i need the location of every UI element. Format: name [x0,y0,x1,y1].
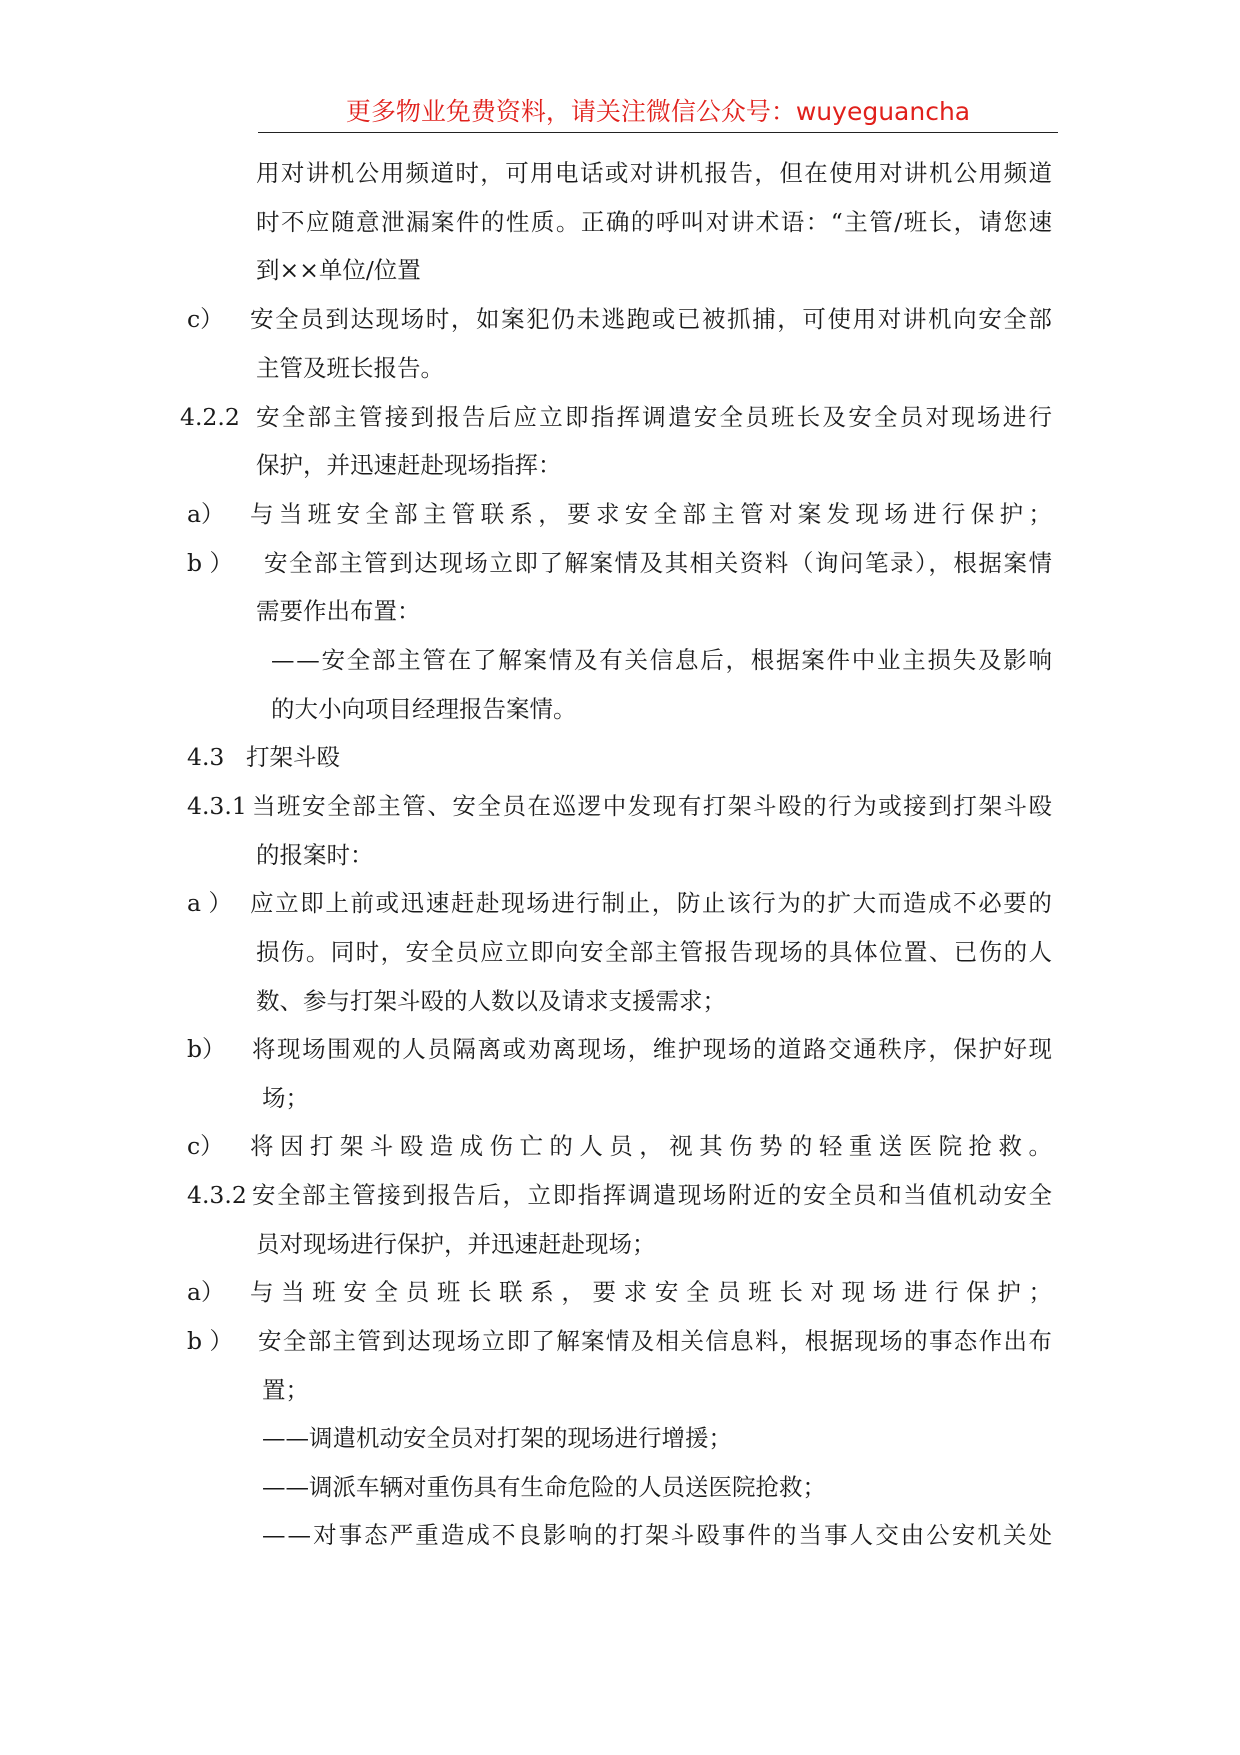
page-header: 更多物业免费资料，请关注微信公众号：wuyeguancha [345,97,971,126]
paragraph-line: 用对讲机公用频道时，可用电话或对讲机报告，但在使用对讲机公用频道 [256,159,1054,187]
list-item-line: 将现场围观的人员隔离或劝离现场，维护现场的道路交通秩序，保护好现 [252,1035,1054,1063]
dash-item-line: ——对事态严重造成不良影响的打架斗殴事件的当事人交由公安机关处 [262,1521,1055,1549]
section-number: 4.3.2 [187,1181,247,1209]
section-line: 安全部主管接到报告后应立即指挥调遣安全员班长及安全员对现场进行 [256,403,1055,431]
section-number: 4.3 [187,743,225,771]
list-item-line: 安全员到达现场时，如案犯仍未逃跑或已被抓捕，可使用对讲机向安全部 [250,305,1054,333]
section-line: 保护，并迅速赶赴现场指挥： [256,451,562,479]
section-number: 4.2.2 [180,403,240,431]
section-line: 当班安全部主管、安全员在巡逻中发现有打架斗殴的行为或接到打架斗殴 [252,792,1054,820]
section-number: 4.3.1 [187,792,247,820]
list-item-line: 应立即上前或迅速赶赴现场进行制止，防止该行为的扩大而造成不必要的 [250,889,1054,917]
list-item-line: 损伤。同时，安全员应立即向安全部主管报告现场的具体位置、已伤的人 [256,938,1054,966]
list-item-line: 置； [262,1376,309,1404]
dash-item-line: ——调派车辆对重伤具有生命危险的人员送医院抢救； [262,1473,826,1501]
list-item-line: 需要作出布置： [256,597,421,625]
list-marker: b） [187,1035,226,1063]
section-line: 安全部主管接到报告后，立即指挥调遣现场附近的安全员和当值机动安全 [252,1181,1054,1209]
list-marker: b ） [187,549,234,577]
section-line: 的报案时： [256,841,374,869]
list-marker: b ） [187,1327,234,1355]
list-marker: c） [187,1132,224,1160]
list-item-line: 与当班安全员班长联系，要求安全员班长对现场进行保护； [250,1278,1060,1306]
list-marker: a） [187,500,225,528]
list-item-line: 数、参与打架斗殴的人数以及请求支援需求； [256,987,726,1015]
list-item-line: 场； [262,1084,309,1112]
list-item-line: 安全部主管到达现场立即了解案情及其相关资料（询问笔录），根据案情 [264,549,1054,577]
list-marker: a） [187,1278,225,1306]
section-line: 员对现场进行保护，并迅速赶赴现场； [256,1230,656,1258]
paragraph-line: 时不应随意泄漏案件的性质。正确的呼叫对讲术语：“主管/班长，请您速 [256,208,1054,236]
header-divider [258,132,1058,133]
dash-item-line: ——安全部主管在了解案情及有关信息后，根据案件中业主损失及影响 [271,646,1054,674]
paragraph-line: 到××单位/位置 [256,256,421,284]
section-title: 打架斗殴 [246,743,340,771]
list-item-line: 安全部主管到达现场立即了解案情及相关信息料，根据现场的事态作出布 [258,1327,1054,1355]
list-marker: c） [187,305,224,333]
dash-item-line: ——调遣机动安全员对打架的现场进行增援； [262,1424,732,1452]
list-marker: a ） [187,889,232,917]
dash-item-line: 的大小向项目经理报告案情。 [271,695,577,723]
list-item-line: 将因打架斗殴造成伤亡的人员，视其伤势的轻重送医院抢救。 [250,1132,1059,1160]
list-item-line: 与当班安全部主管联系，要求安全部主管对案发现场进行保护； [250,500,1058,528]
list-item-line: 主管及班长报告。 [256,354,444,382]
